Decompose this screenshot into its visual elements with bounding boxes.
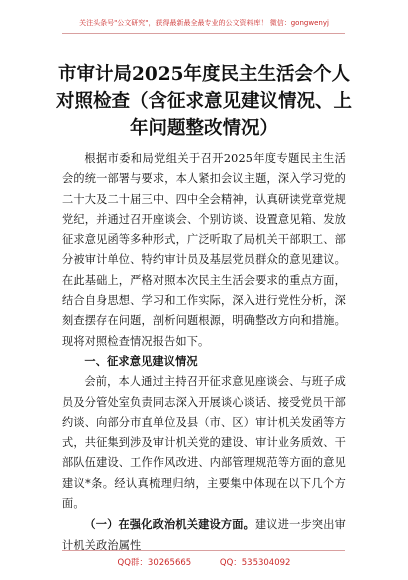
footer-divider: [62, 550, 345, 551]
footer-qq: QQ：535304092: [219, 558, 291, 568]
document-body: [62, 149, 346, 556]
header-promo: 关注头条号"公文研究"，获得最新最全最专业的公文资料库！ 微信：gongwenyj: [79, 19, 329, 27]
section-paragraph: 会前，本人通过主持召开征求意见座谈会、与班子成员及分管处室负责同志深入开展谈心谈话、接受党员干部约谈、向部分市直单位及县（市、区）审计机关发函等方式，共征集到涉及审计机关党的建设、审计业务质效、干部队伍建设、工作作风改进、内部管理规范等方面的意见建议*条。经认真梳理归纳，主要集中体现在以下几个方面。: [62, 375, 346, 511]
intro-paragraph: 根据市委和局党组关于召开2025年度专题民主生活会的统一部署与要求，本人紧扣会议主题，深入学习党的二十大及二十届三中、四中全会精神，认真研读党章党规党纪，并通过召开座谈会、个别访谈、设置意见箱、发放征求意见函等多种形式，广泛听取了局机关干部职工、部分被审计单位、特约审计员及基层党员群众的意见建议。在此基础上，严格对照本次民主生活会要求的重点方面，结合自身思想、学习和工作实际，深入进行党性分析，深刻查摆存在问题，剖析问题根源，明确整改方向和措施。现将对照检查情况报告如下。: [62, 152, 346, 348]
subsection-text: 建议进一步突出审计机关政治属性: [62, 518, 346, 552]
section-heading: 一、征求意见建议情况: [84, 354, 198, 368]
subsection-heading: （一）在强化政治机关建设方面。: [84, 517, 256, 532]
header-divider: [62, 33, 345, 34]
footer-contact: [0, 557, 408, 569]
footer-qq-group: QQ群：30265665: [117, 558, 192, 568]
document-title: 市审计局2025年度民主生活会个人对照检查（含征求意见建议情况、上年问题整改情况）: [55, 64, 352, 139]
